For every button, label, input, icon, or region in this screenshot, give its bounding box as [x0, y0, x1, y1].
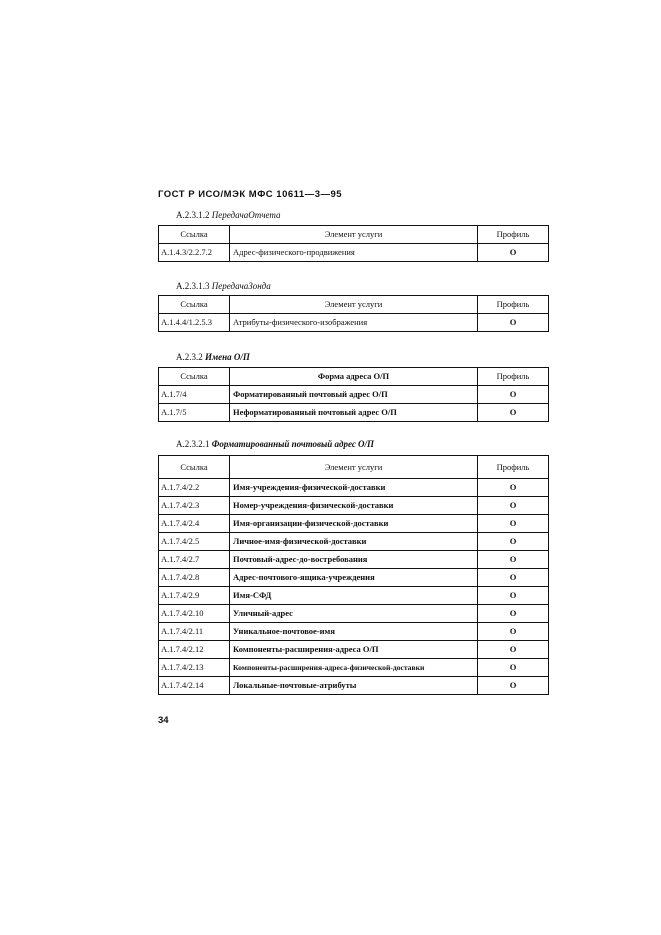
section-number: А.2.3.2: [176, 352, 203, 362]
cell-ref: А.1.7.4/2.11: [159, 623, 230, 641]
cell-profile: О: [478, 497, 549, 515]
table-header-row: [159, 456, 549, 479]
table-row: [159, 386, 549, 404]
cell-ref: А.1.7.4/2.2: [159, 479, 230, 497]
table-row: [159, 497, 549, 515]
cell-profile: О: [478, 244, 549, 262]
column-header-element: Форма адреса О/П: [230, 368, 478, 386]
column-header-profile: Профиль: [478, 226, 549, 244]
cell-element: Локальные-почтовые-атрибуты: [230, 677, 478, 695]
cell-element: Атрибуты-физического-изображения: [230, 314, 478, 332]
cell-element: Уникальное-почтовое-имя: [230, 623, 478, 641]
cell-profile: О: [478, 314, 549, 332]
cell-profile: О: [478, 587, 549, 605]
column-header-element: Элемент услуги: [230, 296, 478, 314]
cell-ref: А.1.7.4/2.4: [159, 515, 230, 533]
section-caption: [176, 281, 271, 291]
section-title: Форматированный почтовый адрес О/П: [211, 439, 375, 449]
section-title: ПередачаЗонда: [211, 281, 271, 291]
table-row: [159, 605, 549, 623]
cell-ref: А.1.7.4/2.13: [159, 659, 230, 677]
section-number: А.2.3.1.2: [176, 210, 210, 220]
section-title: Имена О/П: [205, 352, 250, 362]
cell-element: Номер-учреждения-физической-доставки: [230, 497, 478, 515]
table-header-row: [159, 296, 549, 314]
cell-element: Адрес-почтового-ящика-учреждения: [230, 569, 478, 587]
cell-profile: О: [478, 623, 549, 641]
table-header-row: [159, 368, 549, 386]
cell-profile: О: [478, 641, 549, 659]
column-header-ref: Ссылка: [159, 226, 230, 244]
cell-element: Компоненты-расширения-адреса О/П: [230, 641, 478, 659]
table-header-row: [159, 226, 549, 244]
table-row: [159, 623, 549, 641]
cell-ref: А.1.7.4/2.8: [159, 569, 230, 587]
cell-element: Имя-организации-физической-доставки: [230, 515, 478, 533]
cell-element: Имя-СФД: [230, 587, 478, 605]
service-table: [158, 367, 549, 422]
table-row: [159, 569, 549, 587]
cell-element: Форматированный почтовый адрес О/П: [230, 386, 478, 404]
cell-element: Личное-имя-физической-доставки: [230, 533, 478, 551]
cell-ref: А.1.7.4/2.7: [159, 551, 230, 569]
cell-profile: О: [478, 404, 549, 422]
section-title: ПередачаОтчета: [211, 210, 281, 220]
cell-ref: А.1.7.4/2.12: [159, 641, 230, 659]
table-row: [159, 515, 549, 533]
section-caption: [176, 352, 250, 362]
cell-profile: О: [478, 515, 549, 533]
cell-profile: О: [478, 479, 549, 497]
cell-ref: А.1.7.4/2.5: [159, 533, 230, 551]
section-caption: [176, 210, 281, 220]
cell-ref: А.1.4.3/2.2.7.2: [159, 244, 230, 262]
cell-element: Неформатированный почтовый адрес О/П: [230, 404, 478, 422]
column-header-profile: Профиль: [478, 368, 549, 386]
cell-element: Имя-учреждения-физической-доставки: [230, 479, 478, 497]
cell-profile: О: [478, 659, 549, 677]
cell-ref: А.1.7.4/2.9: [159, 587, 230, 605]
column-header-profile: Профиль: [478, 456, 549, 479]
page-number: 34: [158, 715, 169, 726]
cell-profile: О: [478, 533, 549, 551]
table-row: [159, 479, 549, 497]
table-row: [159, 244, 549, 262]
cell-profile: О: [478, 569, 549, 587]
cell-element: Почтовый-адрес-до-востребования: [230, 551, 478, 569]
cell-ref: А.1.4.4/1.2.5.3: [159, 314, 230, 332]
table-row: [159, 314, 549, 332]
cell-profile: О: [478, 551, 549, 569]
column-header-ref: Ссылка: [159, 456, 230, 479]
column-header-ref: Ссылка: [159, 368, 230, 386]
table-row: [159, 659, 549, 677]
cell-profile: О: [478, 386, 549, 404]
cell-ref: А.1.7.4/2.3: [159, 497, 230, 515]
cell-element: Компоненты-расширения-адреса-физической-доставки: [230, 659, 478, 677]
section-number: А.2.3.1.3: [176, 281, 210, 291]
table-row: [159, 587, 549, 605]
table-row: [159, 533, 549, 551]
cell-ref: А.1.7/5: [159, 404, 230, 422]
service-table: [158, 295, 549, 332]
table-row: [159, 551, 549, 569]
column-header-element: Элемент услуги: [230, 226, 478, 244]
cell-element: Адрес-физического-продвижения: [230, 244, 478, 262]
table-row: [159, 404, 549, 422]
document-header: ГОСТ Р ИСО/МЭК МФС 10611—3—95: [158, 189, 343, 200]
cell-ref: А.1.7.4/2.10: [159, 605, 230, 623]
column-header-ref: Ссылка: [159, 296, 230, 314]
column-header-element: Элемент услуги: [230, 456, 478, 479]
section-number: А.2.3.2.1: [176, 439, 210, 449]
cell-profile: О: [478, 677, 549, 695]
service-table: [158, 455, 549, 695]
cell-ref: А.1.7/4: [159, 386, 230, 404]
column-header-profile: Профиль: [478, 296, 549, 314]
service-table: [158, 225, 549, 262]
cell-profile: О: [478, 605, 549, 623]
cell-ref: А.1.7.4/2.14: [159, 677, 230, 695]
table-row: [159, 677, 549, 695]
cell-element: Уличный-адрес: [230, 605, 478, 623]
section-caption: [176, 439, 374, 449]
table-row: [159, 641, 549, 659]
